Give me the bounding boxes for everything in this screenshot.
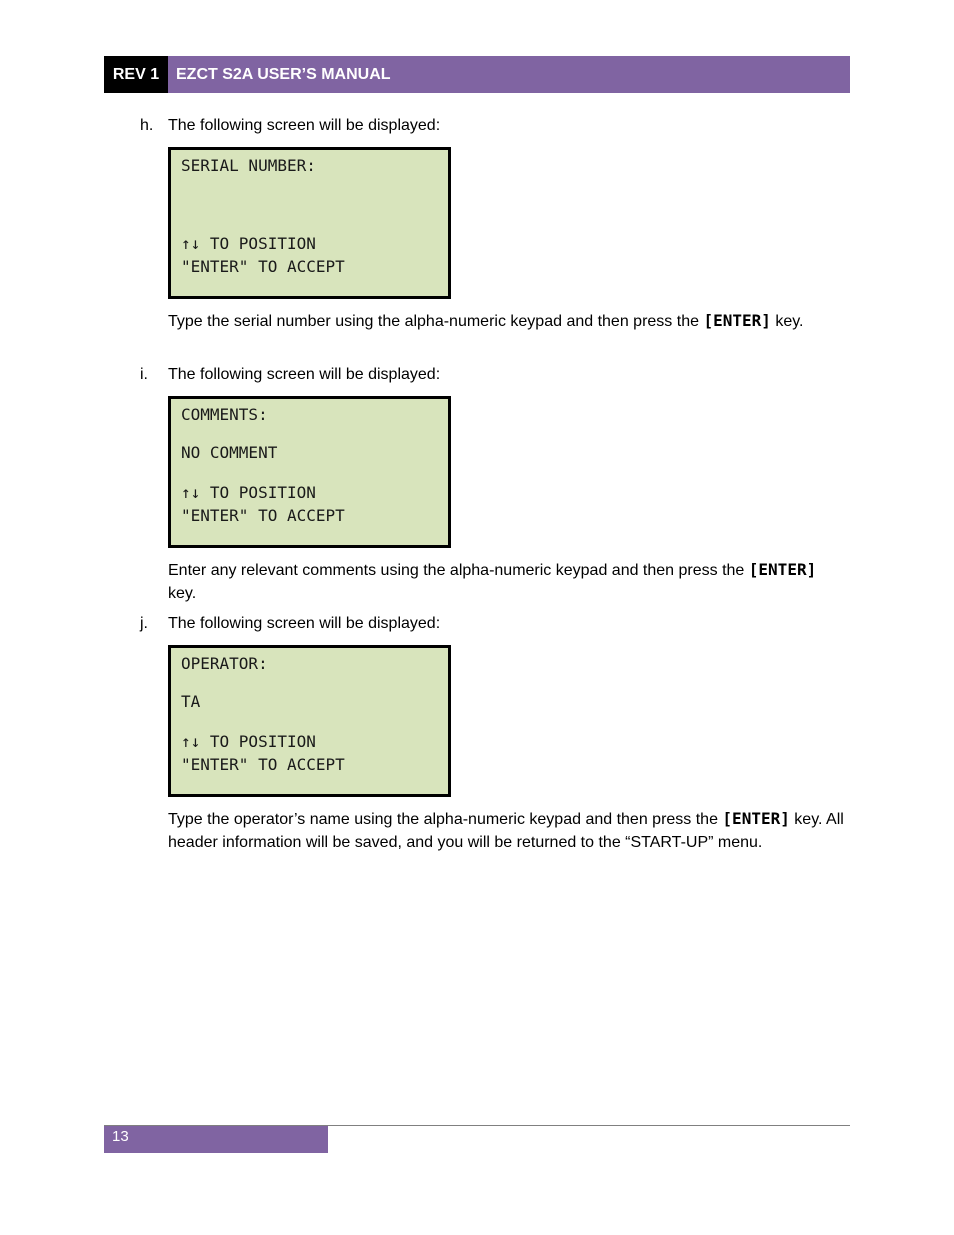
step-intro: The following screen will be displayed: [168,117,441,134]
lcd-line: TA [181,692,201,711]
lcd-line: NO COMMENT [181,443,278,462]
step-letter: h. [140,117,154,134]
instruction-text: key. [770,313,804,330]
lcd-line: SERIAL NUMBER: [181,156,316,175]
instruction-text: Type the operator’s name using the alpha-numeric keypad and then press the [168,811,723,828]
step-letter: j. [140,615,148,632]
step-intro: The following screen will be displayed: [168,366,441,383]
lcd-line: ↑↓ TO POSITION [181,234,316,253]
enter-key-label: [ENTER] [748,560,817,579]
instruction-text: Type the serial number using the alpha-numeric keypad and then press the [168,313,704,330]
step-intro: The following screen will be displayed: [168,615,441,632]
instruction-text: key. [168,585,197,602]
lcd-line: "ENTER" TO ACCEPT [181,506,345,525]
lcd-line: OPERATOR: [181,654,268,673]
lcd-screen-comments [168,396,451,548]
step-i-instructions [168,558,848,605]
lcd-screen-operator [168,645,451,797]
lcd-line: "ENTER" TO ACCEPT [181,257,345,276]
revision-label: REV 1 [104,56,168,93]
step-j-instructions [168,807,848,854]
lcd-screen-serial-number [168,147,451,299]
lcd-line: COMMENTS: [181,405,268,424]
instruction-text: key. All header information will be saved, and you will be returned to the “START-UP” menu. [168,811,844,851]
instruction-text: Enter any relevant comments using the alpha-numeric keypad and then press the [168,562,749,579]
step-h-instructions [168,309,848,333]
enter-key-label: [ENTER] [703,311,771,330]
page-header [104,56,850,93]
page-number: 13 [104,1126,328,1153]
lcd-line: "ENTER" TO ACCEPT [181,755,345,774]
enter-key-label: [ENTER] [722,809,790,828]
step-letter: i. [140,366,148,383]
lcd-line: ↑↓ TO POSITION [181,732,316,751]
lcd-line: ↑↓ TO POSITION [181,483,316,502]
manual-title: EZCT S2A USER’S MANUAL [168,56,850,93]
